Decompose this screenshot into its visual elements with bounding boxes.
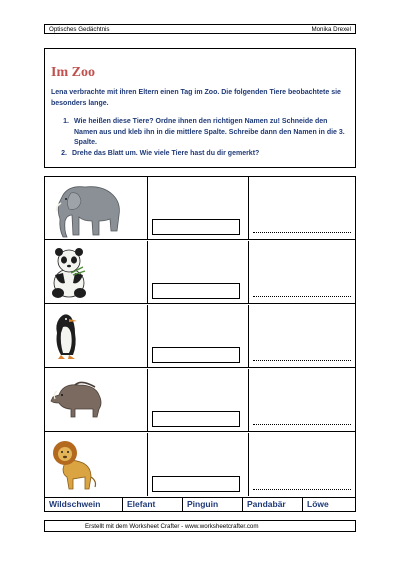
paste-box[interactable] xyxy=(152,476,240,492)
task-number: 2. xyxy=(61,149,67,157)
task-list xyxy=(51,117,349,159)
writing-line[interactable] xyxy=(253,424,351,425)
table-row xyxy=(45,369,355,432)
cut-out-name[interactable]: Löwe xyxy=(307,499,329,509)
animal-cell xyxy=(45,305,148,367)
panda-icon xyxy=(49,245,89,301)
lion-icon xyxy=(49,437,97,493)
task-item xyxy=(51,117,349,149)
task-item xyxy=(51,149,349,160)
page-footer xyxy=(44,520,356,532)
intro-box xyxy=(44,48,356,168)
name-cell xyxy=(148,433,249,496)
writing-line[interactable] xyxy=(253,232,351,233)
worksheet-title: Im Zoo xyxy=(51,65,95,80)
task-number: 1. xyxy=(63,118,69,125)
intro-text: Lena verbrachte mit ihren Eltern einen Tag im Zoo. Die folgenden Tiere beobachtete sie besonders lange. xyxy=(51,89,341,107)
footer-text: Erstellt mit dem Worksheet Crafter - www.worksheetcrafter.com xyxy=(85,523,259,530)
task-text: Wie heißen diese Tiere? Ordne ihnen den richtigen Namen zu! Schneide den Namen aus und kleb ihn in die mittlere Spalte. Schreibe dann den Namen in die 3. Spalte. xyxy=(74,118,345,146)
animal-cell xyxy=(45,241,148,303)
header-left: Optisches Gedächtnis xyxy=(49,26,110,33)
warthog-icon xyxy=(49,373,105,423)
animal-cell xyxy=(45,433,148,496)
table-row xyxy=(45,241,355,304)
animal-cell xyxy=(45,369,148,431)
name-cell xyxy=(148,241,249,303)
writing-line[interactable] xyxy=(253,360,351,361)
animal-cell xyxy=(45,177,148,239)
cut-out-name[interactable]: Pinguin xyxy=(183,498,243,511)
cut-out-name[interactable]: Elefant xyxy=(123,498,183,511)
table-row xyxy=(45,433,355,496)
paste-box[interactable] xyxy=(152,347,240,363)
cut-out-name[interactable]: Pandabär xyxy=(243,498,303,511)
elephant-icon xyxy=(49,181,127,241)
write-cell xyxy=(249,305,355,367)
name-cell xyxy=(148,305,249,367)
paste-box[interactable] xyxy=(152,219,240,235)
cut-out-name[interactable]: Wildschwein xyxy=(45,498,123,511)
table-row xyxy=(45,305,355,368)
write-cell xyxy=(249,241,355,303)
task-text: Drehe das Blatt um. Wie viele Tiere hast du dir gemerkt? xyxy=(72,149,260,157)
writing-line[interactable] xyxy=(253,296,351,297)
header-right: Monika Drexel xyxy=(311,26,351,33)
writing-line[interactable] xyxy=(253,489,351,490)
write-cell xyxy=(249,177,355,239)
name-strip xyxy=(44,498,356,512)
write-cell xyxy=(249,433,355,496)
animal-grid xyxy=(44,176,356,498)
page-header xyxy=(44,24,356,34)
name-cell xyxy=(148,369,249,431)
table-row xyxy=(45,177,355,240)
paste-box[interactable] xyxy=(152,411,240,427)
name-cell xyxy=(148,177,249,239)
write-cell xyxy=(249,369,355,431)
paste-box[interactable] xyxy=(152,283,240,299)
penguin-icon xyxy=(49,309,83,363)
